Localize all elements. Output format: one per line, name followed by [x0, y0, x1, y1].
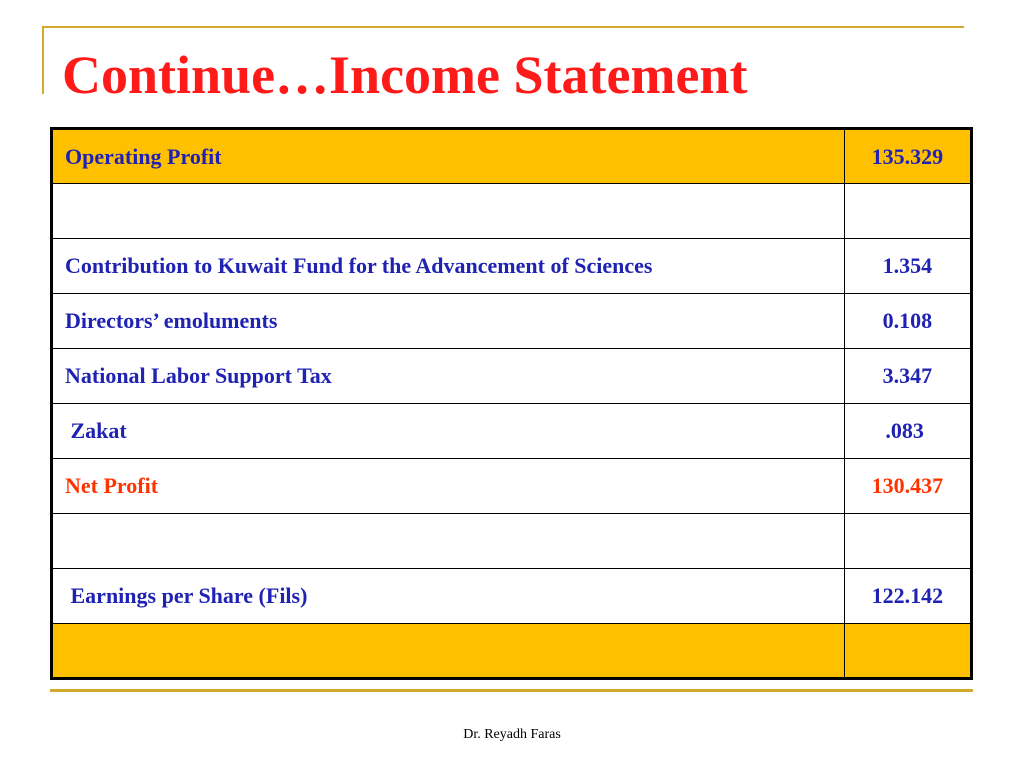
row-value: 0.108 [844, 294, 971, 349]
row-label: Zakat [52, 404, 845, 459]
row-value [844, 624, 971, 679]
row-label: Directors’ emoluments [52, 294, 845, 349]
row-value: 3.347 [844, 349, 971, 404]
row-value: 1.354 [844, 239, 971, 294]
table-row-empty [52, 184, 972, 239]
row-value: 130.437 [844, 459, 971, 514]
table-row-directors-emoluments [52, 294, 972, 349]
table-row-earnings-per-share [52, 569, 972, 624]
table-row-labor-support-tax [52, 349, 972, 404]
row-label: Earnings per Share (Fils) [52, 569, 845, 624]
accent-line-vertical [42, 26, 44, 94]
row-value: 122.142 [844, 569, 971, 624]
row-value: 135.329 [844, 129, 971, 184]
table-row-operating-profit [52, 129, 972, 184]
row-value: .083 [844, 404, 971, 459]
table-row-highlight-empty [52, 624, 972, 679]
row-value [844, 514, 971, 569]
row-label: Operating Profit [52, 129, 845, 184]
page-title: Continue…Income Statement [62, 45, 748, 105]
row-label [52, 514, 845, 569]
row-label: National Labor Support Tax [52, 349, 845, 404]
income-statement-table [50, 127, 973, 680]
row-label [52, 624, 845, 679]
footer-author: Dr. Reyadh Faras [463, 727, 561, 742]
row-value [844, 184, 971, 239]
table-row-zakat [52, 404, 972, 459]
accent-line-top [42, 26, 964, 28]
row-label [52, 184, 845, 239]
row-label: Net Profit [52, 459, 845, 514]
row-label: Contribution to Kuwait Fund for the Advancement of Sciences [52, 239, 845, 294]
table-row-contribution [52, 239, 972, 294]
accent-line-bottom [50, 689, 973, 692]
table-row-empty [52, 514, 972, 569]
table-row-net-profit [52, 459, 972, 514]
